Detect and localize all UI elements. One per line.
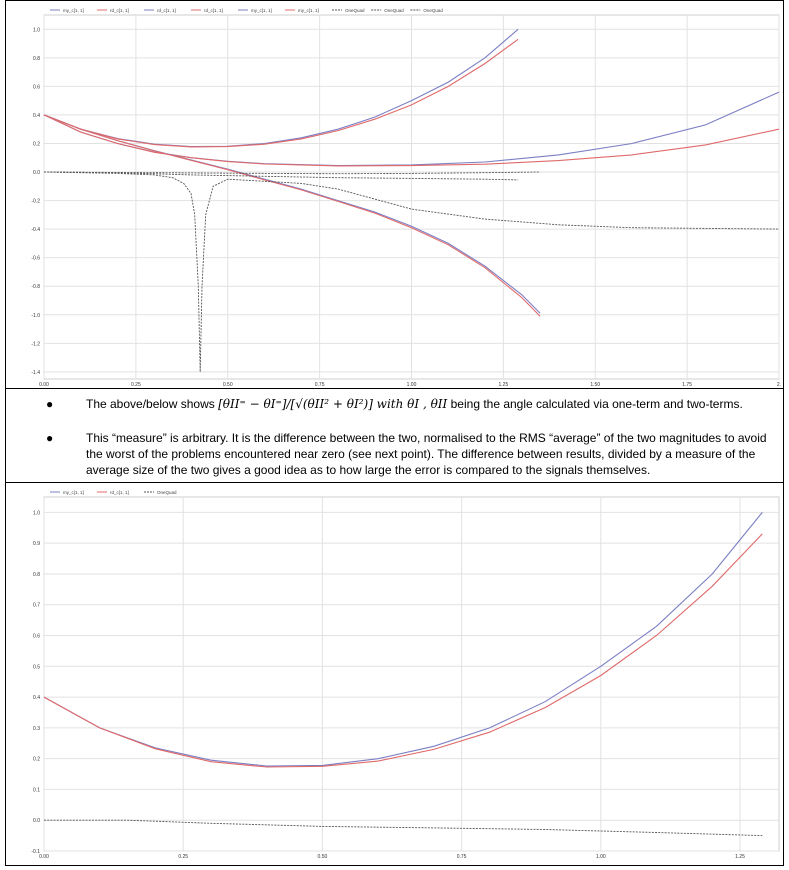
x-tick-label: 1.25 <box>498 382 509 388</box>
legend-label: OneQuad <box>423 8 443 13</box>
y-tick-label: 0.9 <box>33 541 40 548</box>
x-tick-label: 0.00 <box>39 854 49 860</box>
x-tick-label: 0.50 <box>222 382 233 388</box>
x-tick-label: 1.00 <box>595 854 606 860</box>
legend-label: rd_c[1, 1] <box>204 8 223 13</box>
bullet-1-suffix: being the angle calculated via one-term and two-terms. <box>450 397 743 411</box>
legend-label: my_c[1, 1] <box>298 8 319 13</box>
y-tick-label: -0.6 <box>31 255 40 262</box>
y-tick-label: -0.4 <box>31 227 40 234</box>
legend-label: OneQuad <box>384 8 404 13</box>
legend-label: rd_c[1, 1] <box>110 490 129 495</box>
y-tick-label: -0.8 <box>31 284 40 291</box>
y-tick-label: 0.0 <box>33 170 40 177</box>
legend-label: OneQuad <box>345 8 365 13</box>
x-tick-label: 0.50 <box>317 854 328 860</box>
explanation-text <box>6 389 783 482</box>
y-tick-label: -1.4 <box>31 369 40 376</box>
x-tick-label: 0.75 <box>456 854 467 860</box>
y-tick-label: 0.4 <box>33 112 40 119</box>
legend-label: rd_c[1, 1] <box>157 8 176 13</box>
legend-label: OneQuad <box>157 490 177 495</box>
y-tick-label: -0.2 <box>31 198 40 205</box>
y-tick-label: 0.2 <box>33 756 40 763</box>
y-tick-label: 0.2 <box>33 141 40 148</box>
y-tick-label: 0.4 <box>33 695 40 702</box>
bullet-dot: ● <box>46 397 54 411</box>
x-tick-label: 0.00 <box>39 382 49 388</box>
y-tick-label: -1.2 <box>31 341 40 348</box>
x-tick-label: 1.25 <box>735 854 745 860</box>
x-tick-label: 1.00 <box>406 382 417 388</box>
x-tick-label: 0.75 <box>314 382 325 388</box>
plot-area <box>44 497 779 851</box>
y-tick-label: 1.0 <box>33 510 40 517</box>
y-tick-label: 0.6 <box>33 84 40 91</box>
y-tick-label: -0.1 <box>31 849 40 855</box>
y-tick-label: 0.5 <box>33 664 40 671</box>
bullet-1-text <box>86 396 776 412</box>
x-tick-label: 2. <box>776 382 782 388</box>
legend-label: my_c[1, 1] <box>251 8 272 13</box>
y-tick-label: 1.0 <box>33 27 40 34</box>
y-tick-label: 0.1 <box>33 787 40 794</box>
legend-label: my_c[1, 1] <box>63 8 84 13</box>
x-tick-label: 0.25 <box>178 854 189 860</box>
bullet-1-formula: [θII⁼ − θI⁼]/[√(θII² + θI²)] with θI , θII <box>218 397 448 411</box>
x-tick-label: 0.25 <box>131 382 141 388</box>
y-tick-label: -1.0 <box>31 312 40 319</box>
x-tick-label: 1.75 <box>682 382 692 388</box>
y-tick-label: 0.6 <box>33 633 40 640</box>
bullet-dot: ● <box>46 431 54 445</box>
y-tick-label: 0.0 <box>33 818 40 825</box>
legend-label: my_c[1, 1] <box>63 490 84 495</box>
y-tick-label: 0.8 <box>33 571 40 578</box>
y-tick-label: 0.8 <box>33 55 40 62</box>
chart-top <box>6 1 783 388</box>
legend-label: rd_c[1, 1] <box>110 8 129 13</box>
y-tick-label: 0.3 <box>33 725 40 732</box>
bullet-2-text: This “measure” is arbitrary. It is the difference between the two, normalised to the RMS “average” of the two magnitudes to avoid the worst of the problems encountered near zero (see next point). The difference between results, divided by a measure of the average size of the two gives a good idea as to how large the error is compared to the signals themselves. <box>86 431 767 477</box>
chart-bottom <box>6 483 783 865</box>
x-tick-label: 1.50 <box>590 382 601 388</box>
bullet-1-prefix: The above/below shows <box>86 397 215 411</box>
y-tick-label: 0.7 <box>33 602 40 609</box>
